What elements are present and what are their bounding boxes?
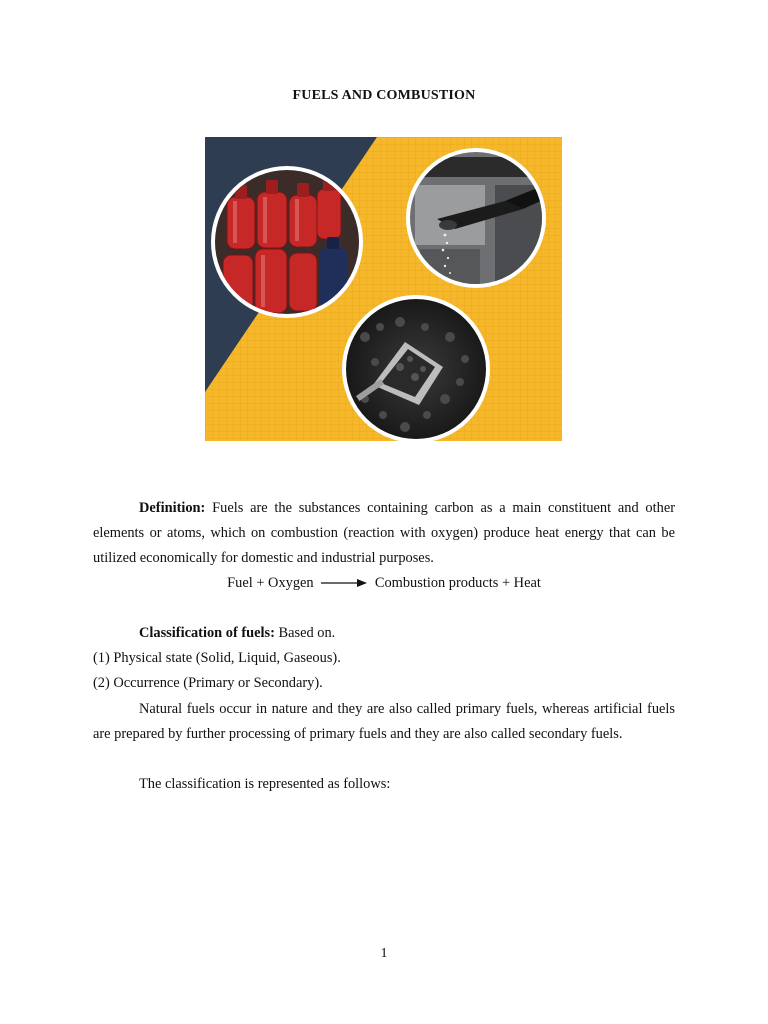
list-item: (2) Occurrence (Primary or Secondary). [93, 675, 323, 691]
equation-products: Combustion products + Heat [374, 575, 541, 591]
natural-fuels-paragraph: Natural fuels occur in nature and they are also called primary fuels, whereas artificial fuels are prepared by further processing of primary fuels and they are also called secondary fuels. [93, 701, 675, 742]
classification-label: Classification of fuels: [139, 625, 275, 641]
classification-text: Based on. [274, 625, 336, 641]
arrow-right-icon [321, 573, 367, 595]
definition-text: Fuels are the substances containing carbon as a main constituent and other elements or atoms, which on combustion (reaction with oxygen) produce heat energy that can be utilized economically for domestic and industrial purposes. [93, 500, 675, 566]
page-number: 1 [380, 946, 388, 961]
representation-text: The classification is represented as follows: [139, 776, 391, 792]
definition-label: Definition: [139, 500, 206, 516]
equation-reactants: Fuel + Oxygen [227, 575, 314, 591]
definition-paragraph [93, 496, 675, 571]
document-title: FUELS AND COMBUSTION [292, 88, 476, 103]
combustion-equation [0, 572, 768, 595]
list-item: (1) Physical state (Solid, Liquid, Gaseous). [93, 650, 341, 666]
classification-heading [139, 622, 335, 644]
fuels-illustration [205, 137, 562, 441]
